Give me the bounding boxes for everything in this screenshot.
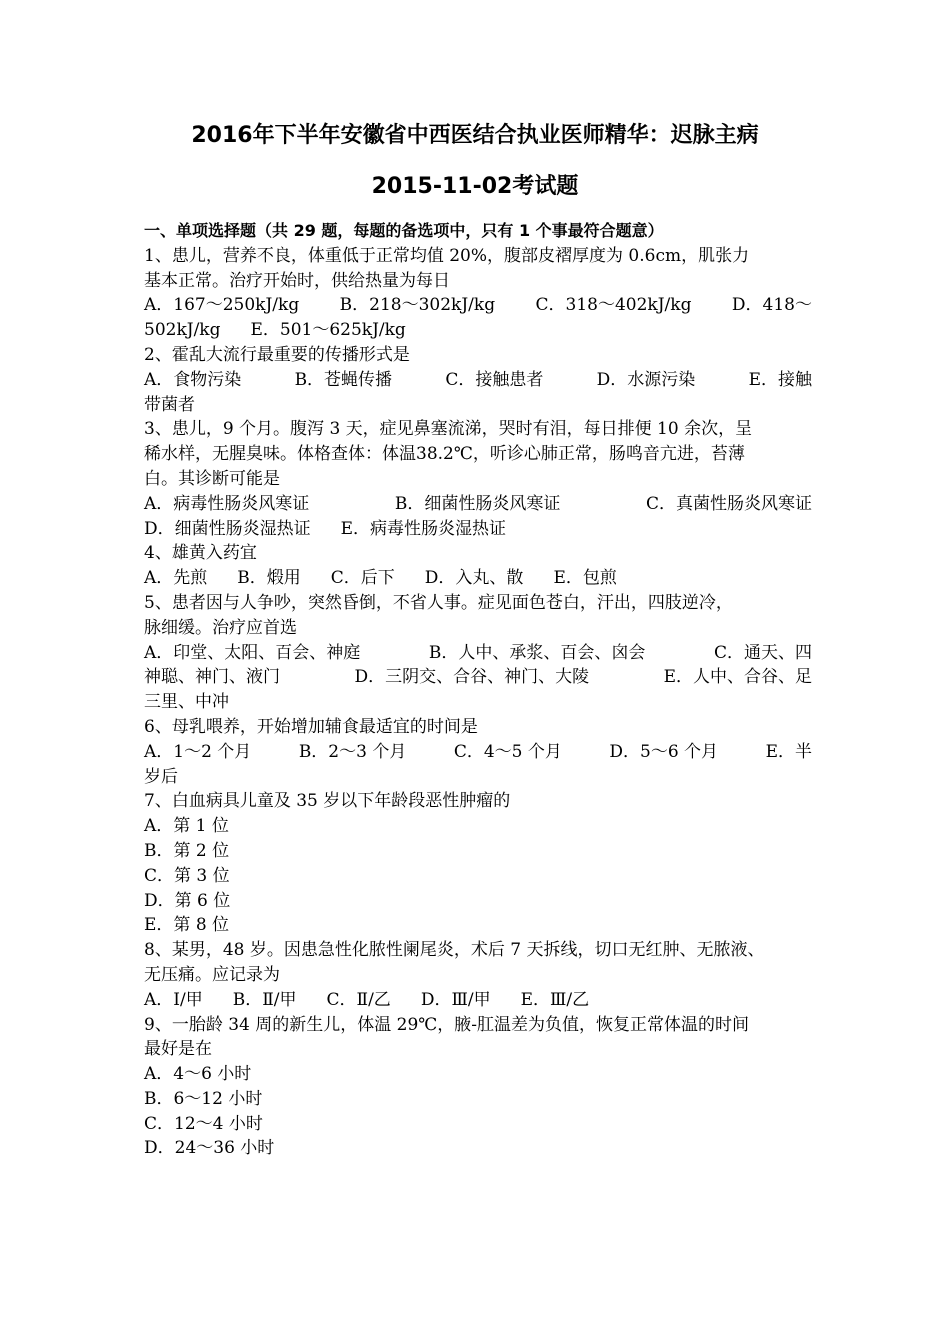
- question-9-option-c: C．12～4 小时: [144, 1113, 263, 1134]
- question-4-option-b: B．煅用: [237, 568, 301, 589]
- question-9-stem-line1: 9、一胎龄 34 周的新生儿，体温 29℃，腋-肛温差为负值，恢复正常体温的时间: [144, 1014, 750, 1035]
- question-4-option-d: D．入丸、散: [424, 568, 524, 589]
- question-3-option-e: E．病毒性肠炎湿热证: [340, 518, 507, 539]
- question-5-stem-line2: 脉细缓。治疗应首选: [144, 617, 297, 638]
- question-3-option-b: B．细菌性肠炎风寒证: [394, 493, 561, 514]
- question-5-option-c-cont: 神聪、神门、液门: [144, 667, 280, 688]
- question-8-option-c: C．Ⅱ/乙: [326, 989, 391, 1010]
- question-9-option-a: A．4～6 小时: [144, 1064, 252, 1085]
- question-6-option-e-cont: 岁后: [144, 766, 178, 787]
- question-5-options-cont: [144, 665, 812, 690]
- question-8-option-d: D．Ⅲ/甲: [420, 989, 491, 1010]
- question-7-stem: 7、白血病具儿童及 35 岁以下年龄段恶性肿瘤的: [144, 791, 511, 812]
- question-7-option-e: E．第 8 位: [144, 915, 230, 936]
- question-3-stem-line1: 3、患儿，9 个月。腹泻 3 天，症见鼻塞流涕，哭时有泪，每日排便 10 余次，呈: [144, 419, 753, 440]
- question-9-option-b: B．6～12 小时: [144, 1088, 263, 1109]
- question-2-option-a: A．食物污染: [144, 369, 242, 390]
- question-1-option-d: D．418～: [731, 295, 812, 316]
- question-3-option-a: A．病毒性肠炎风寒证: [144, 493, 310, 514]
- question-6-option-d: D．5～6 个月: [609, 741, 719, 762]
- question-4-option-a: A．先煎: [144, 568, 208, 589]
- question-2-option-e: E．接触: [748, 369, 812, 390]
- document-title-line1: 2016年下半年安徽省中西医结合执业医师精华：迟脉主病: [191, 123, 759, 148]
- question-3-option-c: C．真菌性肠炎风寒证: [645, 493, 812, 514]
- question-6-options: [144, 740, 812, 765]
- question-1-stem-line1: 1、患儿，营养不良，体重低于正常均值 20%，腹部皮褶厚度为 0.6cm，肌张力: [144, 245, 750, 266]
- section-heading: 一、单项选择题（共 29 题，每题的备选项中，只有 1 个事最符合题意）: [144, 221, 664, 240]
- document-title-line2: 2015-11-02考试题: [371, 174, 579, 199]
- question-5-option-c: C．通天、四: [713, 642, 812, 663]
- question-1-option-a: A．167～250kJ/kg: [144, 295, 300, 316]
- question-1-option-b: B．218～302kJ/kg: [339, 295, 496, 316]
- question-5-stem-line1: 5、患者因与人争吵，突然昏倒，不省人事。症见面色苍白，汗出，四肢逆冷，: [144, 592, 733, 613]
- question-2-option-c: C．接触患者: [445, 369, 544, 390]
- question-1-option-e: E．501～625kJ/kg: [250, 320, 406, 341]
- question-9-option-d: D．24～36 小时: [144, 1138, 275, 1159]
- question-7-option-c: C．第 3 位: [144, 865, 230, 886]
- question-5-option-e: E．人中、合谷、足: [663, 667, 812, 688]
- question-7-option-b: B．第 2 位: [144, 840, 230, 861]
- question-8-option-e: E．Ⅲ/乙: [520, 989, 590, 1010]
- question-3-stem-line3: 白。其诊断可能是: [144, 468, 280, 489]
- question-3-options-cont: [144, 517, 812, 542]
- question-6-option-e: E．半: [765, 741, 812, 762]
- question-9-stem-line2: 最好是在: [144, 1039, 212, 1060]
- question-4-option-e: E．包煎: [553, 568, 617, 589]
- question-5-option-d: D．三阴交、合谷、神门、大陵: [354, 667, 590, 688]
- question-1-options: [144, 293, 812, 318]
- question-3-stem-line2: 稀水样，无腥臭味。体格查体：体温38.2℃，听诊心肺正常，肠鸣音亢进，苔薄: [144, 444, 745, 465]
- question-5-option-a: A．印堂、太阳、百会、神庭: [144, 642, 361, 663]
- question-4-option-c: C．后下: [330, 568, 395, 589]
- question-8-options: [144, 988, 812, 1013]
- question-6-option-a: A．1～2 个月: [144, 741, 252, 762]
- question-6-option-b: B．2～3 个月: [298, 741, 407, 762]
- question-5-option-b: B．人中、承浆、百会、囟会: [428, 642, 646, 663]
- question-1-option-d-cont: 502kJ/kg: [144, 320, 221, 341]
- question-4-options: [144, 566, 812, 591]
- question-2-option-b: B．苍蝇传播: [294, 369, 393, 390]
- question-3-option-d: D．细菌性肠炎湿热证: [144, 518, 311, 539]
- question-4-stem: 4、雄黄入药宜: [144, 543, 257, 564]
- question-7-option-d: D．第 6 位: [144, 890, 231, 911]
- question-6-option-c: C．4～5 个月: [453, 741, 562, 762]
- question-3-options: [144, 492, 812, 517]
- question-5-option-e-cont: 三里、中冲: [144, 692, 229, 713]
- question-8-option-a: A．Ⅰ/甲: [144, 989, 203, 1010]
- question-8-option-b: B．Ⅱ/甲: [232, 989, 297, 1010]
- document-body: [144, 219, 812, 1161]
- question-1-stem-line2: 基本正常。治疗开始时，供给热量为每日: [144, 270, 450, 291]
- question-6-stem: 6、母乳喂养，开始增加辅食最适宜的时间是: [144, 716, 478, 737]
- question-2-options: [144, 368, 812, 393]
- question-5-options: [144, 641, 812, 666]
- question-2-option-e-cont: 带菌者: [144, 394, 195, 415]
- question-2-option-d: D．水源污染: [596, 369, 696, 390]
- question-2-stem: 2、霍乱大流行最重要的传播形式是: [144, 344, 410, 365]
- question-1-option-c: C．318～402kJ/kg: [535, 295, 692, 316]
- question-1-options-cont: [144, 318, 812, 343]
- question-7-option-a: A．第 1 位: [144, 816, 229, 837]
- question-8-stem-line2: 无压痛。应记录为: [144, 964, 280, 985]
- question-8-stem-line1: 8、某男，48 岁。因患急性化脓性阑尾炎，术后 7 天拆线，切口无红肿、无脓液、: [144, 940, 765, 961]
